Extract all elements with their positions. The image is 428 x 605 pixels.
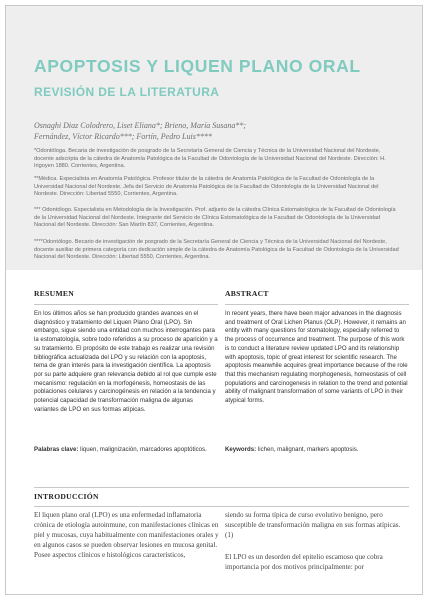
affiliation-1: *Odontóloga. Becaria de investigación de posgrado de la Secretaría General de Ciencia y Técnica de la Universidad Nacional del Nordeste, docente adscripta de la cátedra de Anatomía Patológica de la Facultad de Odontología de la Universidad Nacional del Nordeste. Dirección: H. Irigoyen 1880. Corrientes, Argentina. (34, 148, 386, 170)
resumen-keywords (34, 446, 218, 455)
resumen-rule (34, 304, 218, 305)
affiliation-3: *** Odontólogo. Especialista en Metodología de la Investigación. Prof. adjunto de la cátedra Clínica Estomatológica de la Facultad de Odontología de la Universidad Nacional del Nordeste. Integrante del Servicio de Clínica Estomatológica de la Facultad de Odontología de la Universidad Nacional del Nordeste. Dirección: San Martín 837, Corrientes, Argentina. (34, 207, 396, 229)
abstract-text: In recent years, there have been major advances in the diagnosis and treatment of Oral Lichen Planus (OLP). However, it remains an entity with many questions for stomatology, especially referred to the process of occurrence and treatment. The purpose of this work is to conduct a literature review updated LPO and its relationship with apoptosis, topic of great interest for scientific research. The apoptosis meanwhile acquires great importance because of the role that this mechanism regulating morphogenesis, homeostasis of cell populations and carcinogenesis in relation to the trend and potential ability of malignant transformation of some variants of LPO in their atypical forms. (225, 310, 408, 405)
author-line-1: Osnaghi Diaz Colodrero, Liset Eliana*; Brieno, María Susana**; (34, 121, 247, 130)
article-page (5, 5, 423, 595)
intro-bottom-rule (34, 506, 409, 507)
resumen-keywords-value: liquen, malignización, marcadores apoptóticos. (80, 446, 207, 453)
resumen-keywords-label: Palabras clave: (34, 446, 79, 453)
resumen-heading: RESUMEN (34, 289, 75, 298)
abstract-keywords (225, 446, 409, 455)
intro-heading: INTRODUCCIÓN (34, 492, 99, 501)
abstract-heading: ABSTRACT (225, 289, 269, 298)
abstract-keywords-label: Keywords: (225, 446, 257, 453)
intro-col1-text: El liquen plano oral (LPO) es una enfermedad inflamatoria crónica de etiología autoinmune, con manifestaciones clínicas en piel y mucosas, cuya habitualmente con manifestaciones orales y en algunos casos se pueden observar lesiones en mucosa genital. Posee aspectos clínicos e histológicos característicos, (34, 511, 219, 559)
article-subtitle: REVISIÓN DE LA LITERATURA (34, 85, 220, 99)
abstract-rule (225, 304, 409, 305)
intro-col2-paragraph-1: siendo su forma típica de curso evolutivo benigno, pero susceptible de transformación maligna en sus formas atípicas. (1) (225, 511, 401, 539)
resumen-text: En los últimos años se han producido grandes avances en el diagnóstico y tratamiento del Liquen Plano Oral (LPO). Sin embargo, sigue siendo una entidad con muchos interrogantes para la estomatología, sobre todo referidos a su proceso de aparición y a su tratamiento. El propósito de este trabajo es realizar una revisión bibliográfica actualizada del LPO y su relación con la apoptosis, tema de gran interés para la investigación científica. La apoptosis por su parte adquiere gran relevancia debido al rol que cumple este mecanismo: regulación en la morfogénesis, homeostasis de las poblaciones celulares y carcinogénesis en relación a la tendencia y potencial capacidad de transformación maligna de algunas variantes de LPO en sus formas atípicas. (34, 310, 218, 413)
author-list (34, 120, 364, 142)
author-line-2: Fernández, Víctor Ricardo***; Fortín, Pedro Luis**** (34, 132, 212, 141)
intro-top-rule (34, 487, 409, 488)
affiliation-4: ****Odontólogo. Becario de investigación de posgrado de la Secretaría General de Ciencia y Técnica de la Universidad Nacional del Nordeste, docente auxiliar de primera categoría con dedicación simple de la cátedra de Anatomía Patológica de la Facultad de Odontología de la Universidad Nacional del Nordeste. Dirección: Libertad 5550, Corrientes, Argentina. (34, 239, 399, 261)
affiliation-2: **Médica. Especialista en Anatomía Patológica. Profesor titular de la cátedra de Anatomía Patológica de la Facultad de Odontología de la Universidad Nacional del Nordeste. Jefa del Servicio de Anatomía Patológica de la Facultad de Odontología de la Universidad Nacional del Nordeste. Dirección: Libertad 5550, Corrientes, Argentina. (34, 176, 379, 198)
abstract-keywords-value: lichen, malignant, markers apoptosis. (257, 446, 359, 453)
article-title: APOPTOSIS Y LIQUEN PLANO ORAL (34, 56, 361, 76)
intro-col2-paragraph-2: El LPO es un desorden del epitelio escamoso que cobra importancia por dos motivos principalmente: por (225, 553, 383, 571)
